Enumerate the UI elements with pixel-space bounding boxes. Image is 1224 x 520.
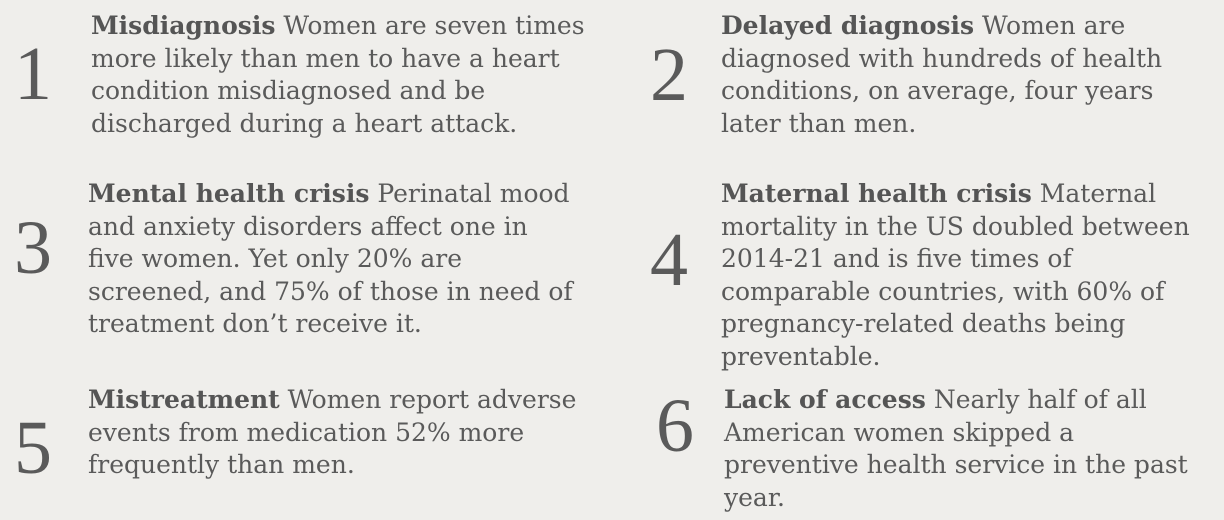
fact-text: Perinatal mood and anxiety disorders affect one in five women. Yet only 20% are screened, and 75% of those in need of treatment don’t receive it. (88, 179, 573, 338)
fact-number: 6 (656, 384, 694, 468)
fact-number: 5 (14, 406, 52, 490)
fact-text: Women report adverse events from medication 52% more frequently than men. (88, 385, 577, 479)
fact-text: Women are diagnosed with hundreds of health conditions, on average, four years later than men. (721, 11, 1163, 138)
fact-heading: Mental health crisis (88, 179, 370, 208)
fact-heading: Misdiagnosis (91, 11, 276, 40)
fact-number: 4 (650, 218, 688, 302)
fact-text: Nearly half of all American women skipped a preventive health service in the past year. (724, 385, 1188, 512)
fact-paragraph (724, 384, 1204, 514)
fact-heading: Maternal health crisis (721, 179, 1032, 208)
fact-paragraph (721, 10, 1201, 140)
fact-number: 2 (650, 33, 688, 117)
fact-text: Women are seven times more likely than men to have a heart condition misdiagnosed and be discharged during a heart attack. (91, 11, 585, 138)
fact-number: 3 (14, 206, 52, 290)
fact-paragraph (91, 10, 611, 140)
fact-text: Maternal mortality in the US doubled between 2014-21 and is five times of comparable countries, with 60% of pregnancy-related deaths being preventable. (721, 179, 1190, 371)
fact-heading: Lack of access (724, 385, 926, 414)
fact-paragraph (721, 178, 1221, 373)
fact-paragraph (88, 178, 578, 341)
fact-paragraph (88, 384, 578, 482)
fact-heading: Delayed diagnosis (721, 11, 975, 40)
fact-number: 1 (14, 32, 52, 116)
fact-heading: Mistreatment (88, 385, 280, 414)
